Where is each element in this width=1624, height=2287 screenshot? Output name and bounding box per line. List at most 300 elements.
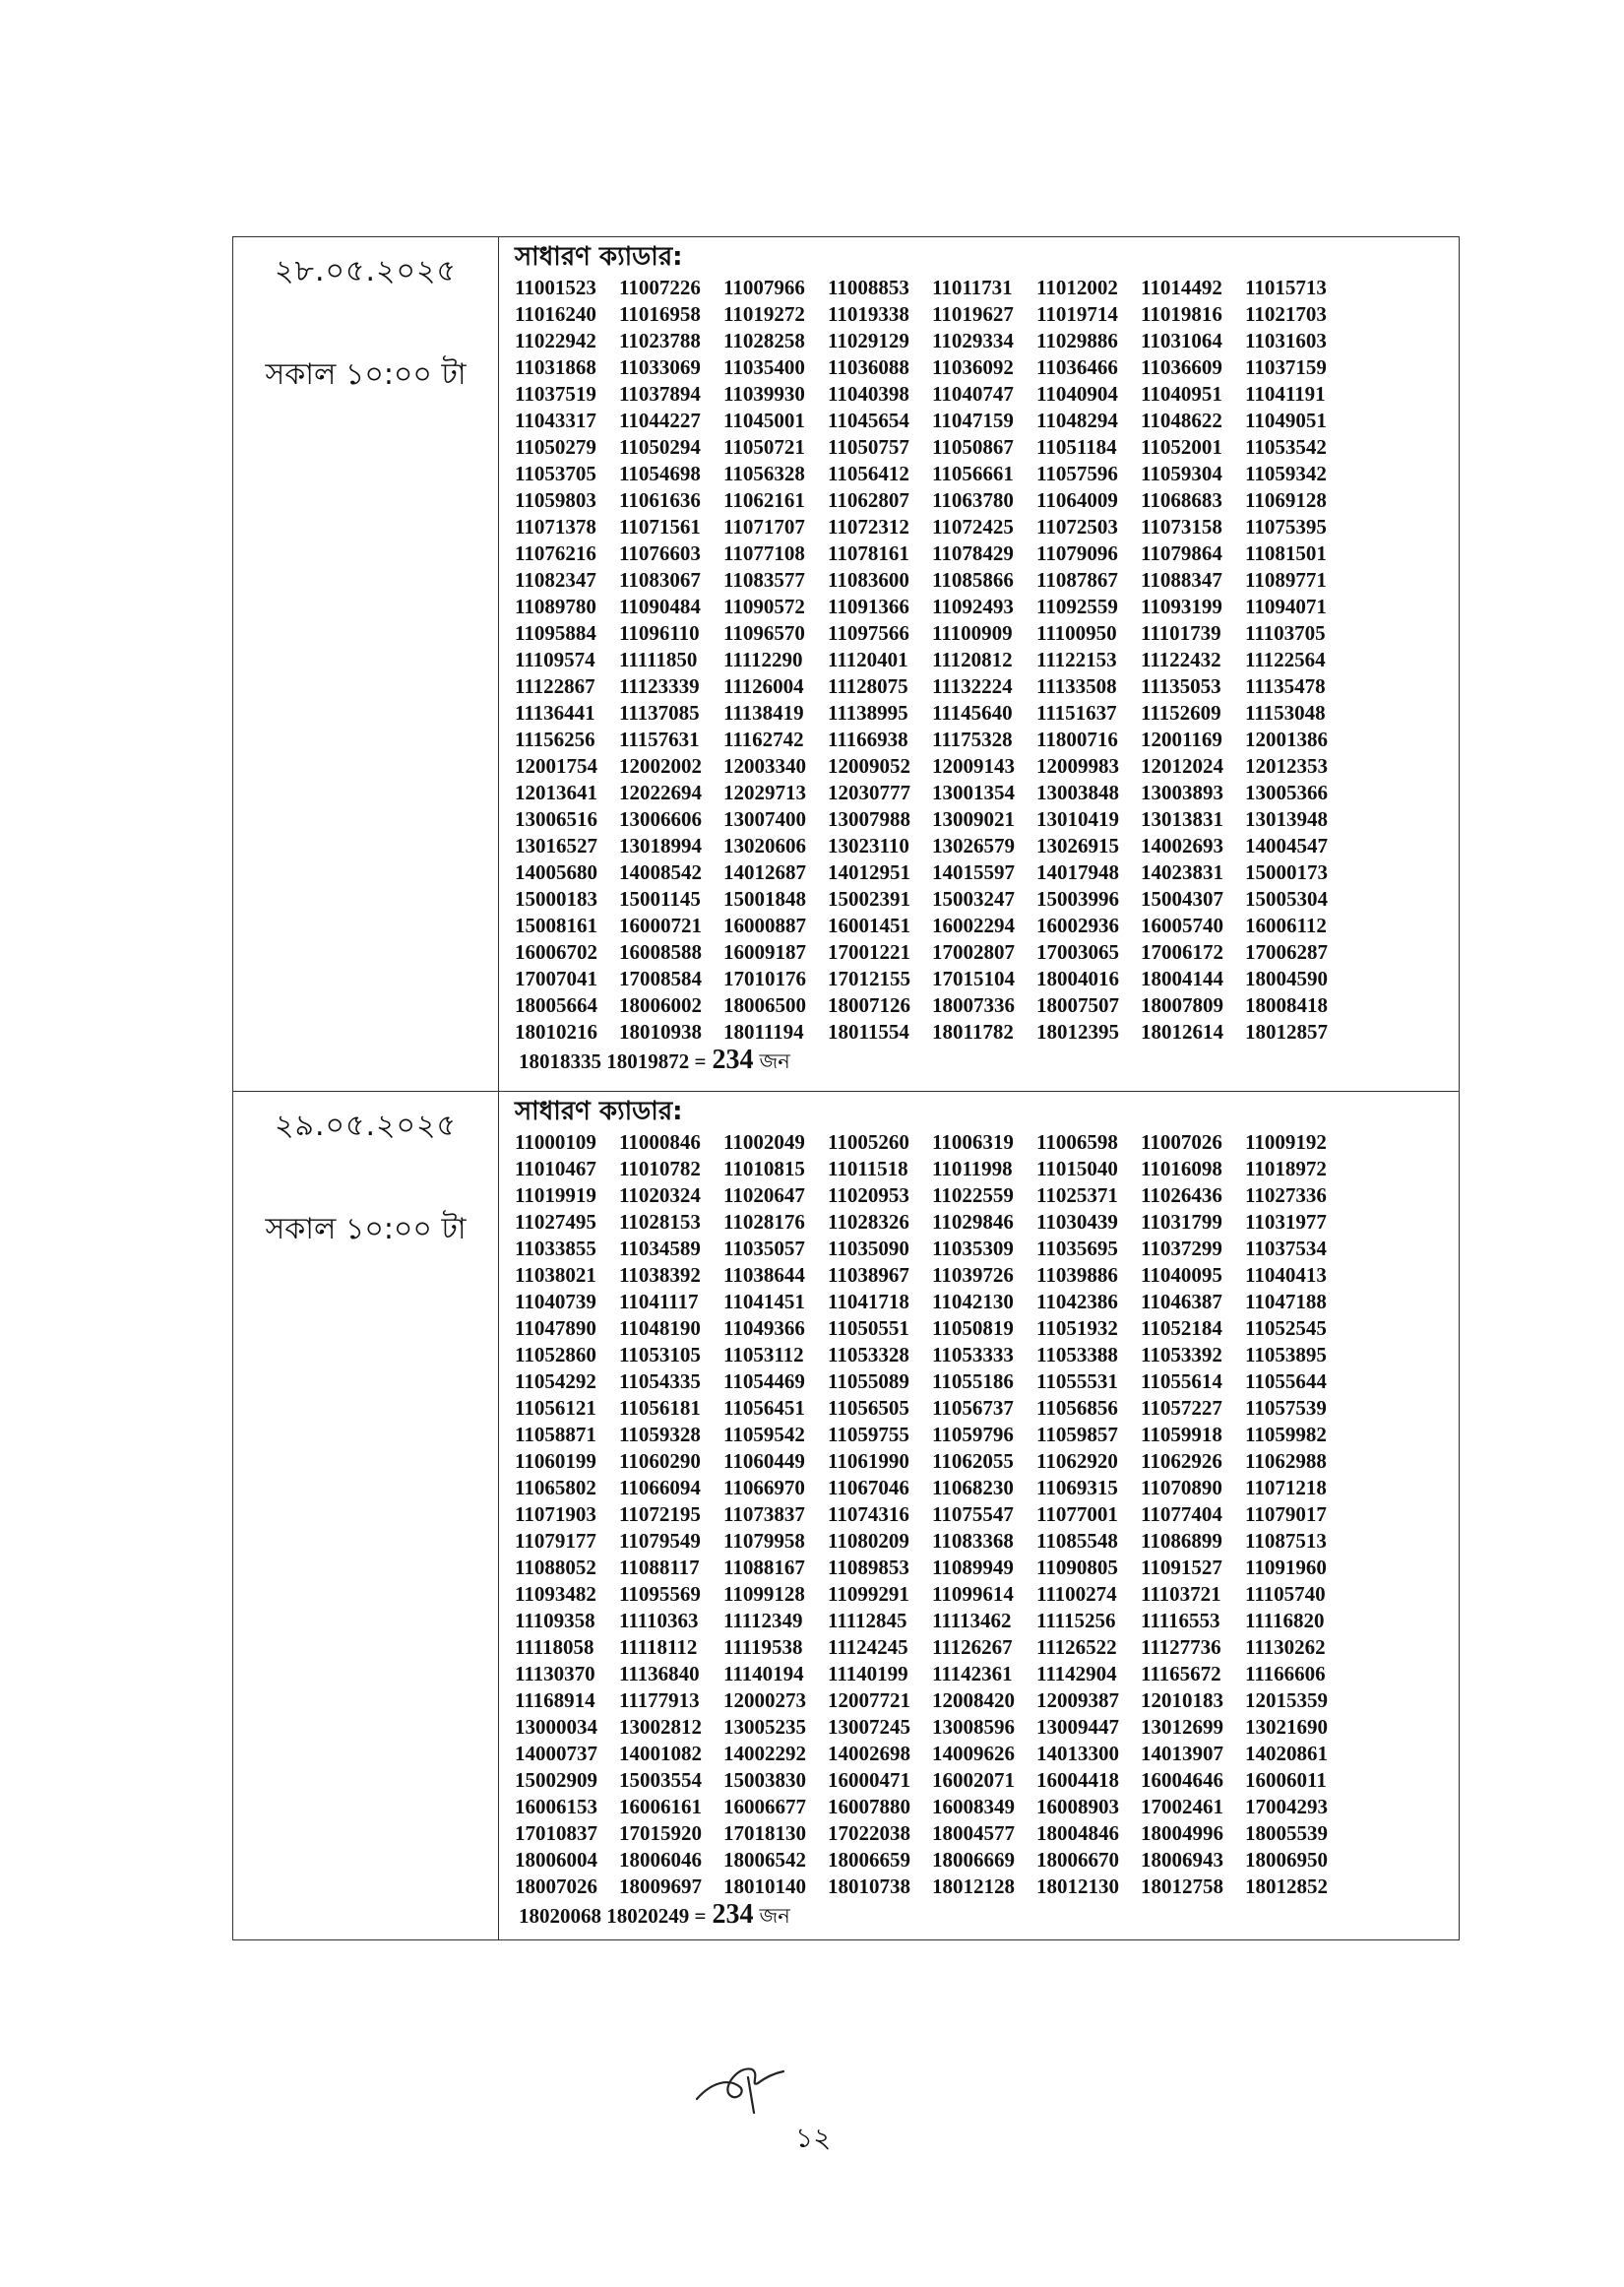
roll-number: 15004307 [1141, 887, 1223, 911]
roll-number: 11157631 [619, 728, 700, 751]
roll-number: 13001354 [932, 781, 1015, 804]
roll-number: 11022942 [515, 329, 596, 352]
roll-number: 11047890 [515, 1316, 596, 1340]
roll-number: 17015104 [932, 967, 1015, 990]
roll-number: 11083368 [932, 1529, 1014, 1553]
roll-number: 11156256 [515, 728, 595, 751]
roll-number: 11025371 [1036, 1183, 1118, 1207]
roll-number: 11095884 [515, 621, 596, 645]
last-roll-numbers: 18020068 18020249 = [519, 1904, 707, 1928]
roll-number: 11072425 [932, 515, 1014, 539]
roll-number: 13026915 [1036, 834, 1119, 858]
roll-number: 11037159 [1245, 355, 1327, 379]
roll-number: 11109358 [515, 1609, 595, 1632]
roll-number: 11039930 [723, 382, 805, 406]
roll-number: 18012128 [932, 1874, 1015, 1898]
roll-number: 11044227 [619, 409, 701, 432]
roll-number: 13005235 [723, 1715, 806, 1739]
roll-number: 11083577 [723, 568, 805, 592]
roll-number: 14002698 [828, 1742, 910, 1765]
roll-number: 11022559 [932, 1183, 1014, 1207]
roll-number-grid [515, 1129, 1459, 1900]
roll-number: 13008596 [932, 1715, 1015, 1739]
roll-number: 18011194 [723, 1020, 804, 1044]
roll-number: 18008418 [1245, 993, 1328, 1017]
roll-number: 11153048 [1245, 701, 1326, 725]
roll-number: 14013300 [1036, 1742, 1119, 1765]
roll-number: 11069315 [1036, 1476, 1118, 1499]
roll-number: 18004016 [1036, 967, 1119, 990]
roll-number: 11057227 [1141, 1396, 1222, 1420]
roll-number: 11059857 [1036, 1423, 1118, 1446]
roll-number: 11088052 [515, 1556, 596, 1579]
roll-number: 11101739 [1141, 621, 1221, 645]
roll-number: 11049366 [723, 1316, 805, 1340]
roll-number: 11051932 [1036, 1316, 1118, 1340]
roll-number: 11027336 [1245, 1183, 1327, 1207]
roll-number: 18004846 [1036, 1821, 1119, 1845]
roll-number: 11168914 [515, 1688, 595, 1712]
roll-number: 11089853 [828, 1556, 909, 1579]
roll-number: 12022694 [619, 781, 702, 804]
roll-number: 11142361 [932, 1662, 1013, 1685]
roll-number: 11089771 [1245, 568, 1327, 592]
roll-number: 17004293 [1245, 1795, 1328, 1818]
roll-number: 15001848 [723, 887, 806, 911]
roll-number: 13013948 [1245, 807, 1328, 831]
roll-number: 11800716 [1036, 728, 1118, 751]
exam-time: সকাল ১০:০০ টা [265, 357, 467, 392]
roll-number: 11040904 [1036, 382, 1118, 406]
roll-number: 11012002 [1036, 276, 1118, 299]
roll-number: 18012758 [1141, 1874, 1223, 1898]
roll-number: 11097566 [828, 621, 909, 645]
roll-number: 11130370 [515, 1662, 595, 1685]
roll-number: 13026579 [932, 834, 1015, 858]
roll-number: 12029713 [723, 781, 806, 804]
roll-number: 11040739 [515, 1290, 596, 1313]
roll-number: 16000471 [828, 1768, 910, 1792]
roll-number: 11019919 [515, 1183, 596, 1207]
roll-number: 13005366 [1245, 781, 1328, 804]
roll-number: 11000109 [515, 1130, 596, 1154]
roll-number: 11016240 [515, 302, 596, 326]
roll-number: 18004996 [1141, 1821, 1223, 1845]
roll-number: 11076216 [515, 541, 596, 565]
roll-number: 11152609 [1141, 701, 1221, 725]
roll-number: 11048622 [1141, 409, 1222, 432]
roll-number: 11079177 [515, 1529, 596, 1553]
exam-date: ২৮.০৫.২০২৫ [274, 254, 457, 288]
roll-number: 11093482 [515, 1582, 596, 1606]
roll-number: 16007880 [828, 1795, 910, 1818]
roll-number: 11070890 [1141, 1476, 1222, 1499]
roll-number: 11067046 [828, 1476, 909, 1499]
roll-number: 14013907 [1141, 1742, 1223, 1765]
roll-number: 18009697 [619, 1874, 702, 1898]
total-line [515, 1046, 1459, 1076]
cadre-heading: সাধারণ ক্যাডার: [515, 242, 683, 272]
roll-number: 15003830 [723, 1768, 806, 1792]
roll-number: 11019714 [1036, 302, 1118, 326]
roll-number: 11056856 [1036, 1396, 1118, 1420]
roll-number: 11040747 [932, 382, 1014, 406]
roll-number: 11122153 [1036, 648, 1117, 671]
roll-number: 11014492 [1141, 276, 1222, 299]
roll-number: 11113462 [932, 1609, 1012, 1632]
roll-number: 11088117 [619, 1556, 700, 1579]
roll-number: 11002049 [723, 1130, 805, 1154]
roll-number: 11010782 [619, 1157, 701, 1180]
date-cell [233, 1092, 499, 1940]
roll-number: 11053105 [619, 1343, 701, 1366]
roll-number: 18004590 [1245, 967, 1328, 990]
roll-number: 11110363 [619, 1609, 699, 1632]
roll-number: 11063780 [932, 488, 1014, 512]
roll-number: 11166938 [828, 728, 908, 751]
roll-number: 11053392 [1141, 1343, 1222, 1366]
roll-number: 11033069 [619, 355, 701, 379]
roll-number: 11036088 [828, 355, 909, 379]
roll-number: 11031799 [1141, 1210, 1222, 1234]
roll-number: 11120812 [932, 648, 1013, 671]
roll-number: 18006669 [932, 1848, 1015, 1872]
roll-number: 11008853 [828, 276, 909, 299]
last-roll-numbers: 18018335 18019872 = [519, 1049, 707, 1073]
roll-number: 14004547 [1245, 834, 1328, 858]
roll-number: 11036466 [1036, 355, 1118, 379]
roll-number: 11105740 [1245, 1582, 1326, 1606]
roll-number: 11018972 [1245, 1157, 1327, 1180]
roll-number: 13020606 [723, 834, 806, 858]
roll-number: 11041191 [1245, 382, 1326, 406]
roll-number: 11059542 [723, 1423, 805, 1446]
roll-number: 11052860 [515, 1343, 596, 1366]
roll-number: 11042386 [1036, 1290, 1118, 1313]
roll-number: 11071218 [1245, 1476, 1327, 1499]
roll-number: 11116820 [1245, 1609, 1325, 1632]
roll-number: 11133508 [1036, 674, 1117, 698]
roll-number: 17012155 [828, 967, 910, 990]
roll-number: 11103705 [1245, 621, 1326, 645]
roll-number: 18012130 [1036, 1874, 1119, 1898]
roll-number: 13023110 [828, 834, 909, 858]
roll-number: 11100274 [1036, 1582, 1117, 1606]
roll-number: 14012951 [828, 860, 910, 884]
roll-number: 11006319 [932, 1130, 1014, 1154]
roll-number: 11007026 [1141, 1130, 1222, 1154]
roll-number: 11026436 [1141, 1183, 1222, 1207]
roll-number: 11099614 [932, 1582, 1014, 1606]
roll-number: 11062055 [932, 1449, 1014, 1473]
roll-number: 11037534 [1245, 1237, 1327, 1260]
roll-number: 11038392 [619, 1263, 701, 1287]
roll-number: 11053705 [515, 462, 596, 485]
roll-number: 11005260 [828, 1130, 909, 1154]
roll-number: 11059803 [515, 488, 596, 512]
roll-number: 11020324 [619, 1183, 701, 1207]
roll-number: 11062988 [1245, 1449, 1327, 1473]
roll-number: 11029334 [932, 329, 1014, 352]
roll-number: 11077001 [1036, 1502, 1118, 1526]
total-line [515, 1900, 1459, 1931]
roll-number: 11045654 [828, 409, 909, 432]
roll-number: 18010216 [515, 1020, 597, 1044]
roll-number: 11041451 [723, 1290, 805, 1313]
roll-number: 11007966 [723, 276, 805, 299]
roll-number: 11054469 [723, 1369, 805, 1393]
total-count: 234 [712, 1899, 754, 1930]
roll-number: 11040951 [1141, 382, 1222, 406]
roll-number: 11049051 [1245, 409, 1327, 432]
roll-number: 11060290 [619, 1449, 701, 1473]
roll-number: 11136840 [619, 1662, 700, 1685]
roll-number: 11040398 [828, 382, 909, 406]
roll-number: 17008584 [619, 967, 702, 990]
roll-number: 11048294 [1036, 409, 1118, 432]
roll-number: 16000887 [723, 914, 806, 937]
roll-number: 11072312 [828, 515, 909, 539]
roll-number: 11033855 [515, 1237, 596, 1260]
roll-number: 17003065 [1036, 940, 1119, 964]
roll-number: 18011782 [932, 1020, 1014, 1044]
roll-number: 11137085 [619, 701, 700, 725]
roll-number: 11072503 [1036, 515, 1118, 539]
roll-number: 11036092 [932, 355, 1014, 379]
roll-number: 15000183 [515, 887, 597, 911]
roll-number: 11056121 [515, 1396, 596, 1420]
roll-number: 11094071 [1245, 595, 1327, 618]
roll-number: 11028153 [619, 1210, 701, 1234]
roll-number: 11041117 [619, 1290, 699, 1313]
roll-number: 11064009 [1036, 488, 1118, 512]
roll-number: 17018130 [723, 1821, 806, 1845]
roll-number: 11119538 [723, 1635, 803, 1659]
roll-number: 11089780 [515, 595, 596, 618]
roll-number: 13006606 [619, 807, 702, 831]
roll-number: 11053333 [932, 1343, 1014, 1366]
roll-number: 18005664 [515, 993, 597, 1017]
roll-number: 17015920 [619, 1821, 702, 1845]
roll-number: 13012699 [1141, 1715, 1223, 1739]
roll-number: 11079549 [619, 1529, 701, 1553]
roll-number: 11082347 [515, 568, 596, 592]
roll-number: 11016098 [1141, 1157, 1222, 1180]
roll-number: 11059328 [619, 1423, 701, 1446]
roll-number: 11091960 [1245, 1556, 1327, 1579]
roll-number: 18011554 [828, 1020, 909, 1044]
roll-number: 11079864 [1141, 541, 1222, 565]
roll-number: 11019338 [828, 302, 909, 326]
roll-number: 11059342 [1245, 462, 1327, 485]
roll-number: 11034589 [619, 1237, 701, 1260]
roll-number: 11035309 [932, 1237, 1014, 1260]
roll-number: 11052184 [1141, 1316, 1222, 1340]
roll-number: 14020861 [1245, 1742, 1328, 1765]
roll-number: 12013641 [515, 781, 597, 804]
roll-number: 11023788 [619, 329, 701, 352]
roll-number: 16006702 [515, 940, 597, 964]
roll-number: 11062926 [1141, 1449, 1222, 1473]
roll-number: 11140199 [828, 1662, 908, 1685]
roll-number: 12002002 [619, 754, 702, 778]
roll-number: 11056328 [723, 462, 805, 485]
roll-number: 12010183 [1141, 1688, 1223, 1712]
roll-number: 11029886 [1036, 329, 1118, 352]
roll-number: 11031064 [1141, 329, 1222, 352]
roll-number: 11015713 [1245, 276, 1327, 299]
roll-number: 11029846 [932, 1210, 1014, 1234]
roll-number: 11053388 [1036, 1343, 1118, 1366]
roll-number: 11036609 [1141, 355, 1222, 379]
roll-number: 15002909 [515, 1768, 597, 1792]
roll-number: 11138419 [723, 701, 804, 725]
roll-number: 11061990 [828, 1449, 909, 1473]
roll-number: 18006542 [723, 1848, 806, 1872]
roll-number: 17010837 [515, 1821, 597, 1845]
roll-number: 11010815 [723, 1157, 805, 1180]
roll-number: 11077404 [1141, 1502, 1222, 1526]
roll-number: 11040095 [1141, 1263, 1222, 1287]
roll-number: 17001221 [828, 940, 910, 964]
roll-number: 11053542 [1245, 435, 1327, 459]
roll-number: 11045001 [723, 409, 805, 432]
roll-number: 11062161 [723, 488, 805, 512]
roll-number: 11047188 [1245, 1290, 1327, 1313]
roll-number: 11011518 [828, 1157, 908, 1180]
roll-number: 11120401 [828, 648, 908, 671]
roll-number: 16009187 [723, 940, 806, 964]
roll-number: 12030777 [828, 781, 910, 804]
roll-number: 13021690 [1245, 1715, 1328, 1739]
roll-number: 17002461 [1141, 1795, 1223, 1818]
roll-number: 13018994 [619, 834, 702, 858]
roll-number: 13003848 [1036, 781, 1119, 804]
roll-number: 11088167 [723, 1556, 805, 1579]
exam-date: ২৯.০৫.২০২৫ [274, 1109, 457, 1143]
roll-number: 11073158 [1141, 515, 1222, 539]
roll-number: 15003996 [1036, 887, 1119, 911]
roll-number: 11019627 [932, 302, 1014, 326]
roll-number: 12009983 [1036, 754, 1119, 778]
roll-number: 11103721 [1141, 1582, 1221, 1606]
roll-number-grid [515, 275, 1459, 1046]
roll-number: 15008161 [515, 914, 597, 937]
roll-number: 15000173 [1245, 860, 1328, 884]
roll-number: 11052545 [1245, 1316, 1327, 1340]
roll-number: 11165672 [1141, 1662, 1221, 1685]
roll-number: 11085548 [1036, 1529, 1118, 1553]
roll-number: 11055531 [1036, 1369, 1118, 1393]
roll-number: 11031868 [515, 355, 596, 379]
roll-number: 17007041 [515, 967, 597, 990]
roll-number: 11028326 [828, 1210, 909, 1234]
roll-number: 11054292 [515, 1369, 596, 1393]
roll-number: 16008903 [1036, 1795, 1119, 1818]
roll-number: 11069128 [1245, 488, 1327, 512]
roll-number: 11050279 [515, 435, 596, 459]
roll-number: 11075547 [932, 1502, 1014, 1526]
roll-number: 11035695 [1036, 1237, 1118, 1260]
roll-number: 11050819 [932, 1316, 1014, 1340]
roll-number: 11042130 [932, 1290, 1014, 1313]
roll-number: 11116553 [1141, 1609, 1220, 1632]
roll-number: 11145640 [932, 701, 1013, 725]
roll-number: 11072195 [619, 1502, 701, 1526]
roll-number: 18006659 [828, 1848, 910, 1872]
roll-number: 17006287 [1245, 940, 1328, 964]
roll-number: 18012614 [1141, 1020, 1223, 1044]
roll-number: 11088347 [1141, 568, 1222, 592]
roll-number: 15005304 [1245, 887, 1328, 911]
roll-number: 11053895 [1245, 1343, 1327, 1366]
roll-number: 13009021 [932, 807, 1015, 831]
roll-number: 14017948 [1036, 860, 1119, 884]
roll-number: 18006943 [1141, 1848, 1223, 1872]
roll-number: 11080209 [828, 1529, 909, 1553]
roll-number: 18006500 [723, 993, 806, 1017]
roll-number: 11035400 [723, 355, 805, 379]
roll-number: 11038967 [828, 1263, 909, 1287]
roll-number: 16006161 [619, 1795, 702, 1818]
roll-number: 11077108 [723, 541, 805, 565]
exam-time: সকাল ১০:০০ টা [265, 1212, 467, 1246]
roll-number: 16008588 [619, 940, 702, 964]
roll-number: 11055644 [1245, 1369, 1327, 1393]
roll-number: 11039886 [1036, 1263, 1118, 1287]
roll-number: 11027495 [515, 1210, 596, 1234]
roll-number: 11074316 [828, 1502, 909, 1526]
roll-number: 11031603 [1245, 329, 1327, 352]
roll-number: 18006950 [1245, 1848, 1328, 1872]
roll-number: 11132224 [932, 674, 1013, 698]
roll-number: 11059918 [1141, 1423, 1222, 1446]
roll-number: 11092493 [932, 595, 1014, 618]
roll-number: 11135478 [1245, 674, 1326, 698]
roll-number: 13010419 [1036, 807, 1119, 831]
roll-number: 11055186 [932, 1369, 1014, 1393]
roll-number: 18007126 [828, 993, 910, 1017]
roll-number: 11083600 [828, 568, 909, 592]
roll-number: 18010140 [723, 1874, 806, 1898]
roll-number: 11055614 [1141, 1369, 1222, 1393]
roll-number: 12001169 [1141, 728, 1222, 751]
total-unit: জন [759, 1049, 790, 1073]
roll-number: 18007809 [1141, 993, 1223, 1017]
roll-number: 13006516 [515, 807, 597, 831]
roll-number: 18006046 [619, 1848, 702, 1872]
roll-number: 13003893 [1141, 781, 1223, 804]
roll-number: 14005680 [515, 860, 597, 884]
roll-number: 11092559 [1036, 595, 1118, 618]
roll-cell [499, 1092, 1460, 1940]
roll-number: 11090805 [1036, 1556, 1118, 1579]
roll-number: 11041718 [828, 1290, 909, 1313]
roll-number: 17002807 [932, 940, 1015, 964]
roll-number: 11151637 [1036, 701, 1117, 725]
roll-number: 11112845 [828, 1609, 907, 1632]
roll-number: 11095569 [619, 1582, 701, 1606]
cadre-heading: সাধারণ ক্যাডার: [515, 1097, 683, 1126]
roll-number: 11009192 [1245, 1130, 1327, 1154]
roll-number: 16008349 [932, 1795, 1015, 1818]
roll-number: 15003247 [932, 887, 1015, 911]
roll-number: 18012395 [1036, 1020, 1119, 1044]
roll-number: 18006004 [515, 1848, 597, 1872]
roll-number: 11112349 [723, 1609, 803, 1632]
roll-number: 11037519 [515, 382, 596, 406]
roll-number: 11087513 [1245, 1529, 1327, 1553]
